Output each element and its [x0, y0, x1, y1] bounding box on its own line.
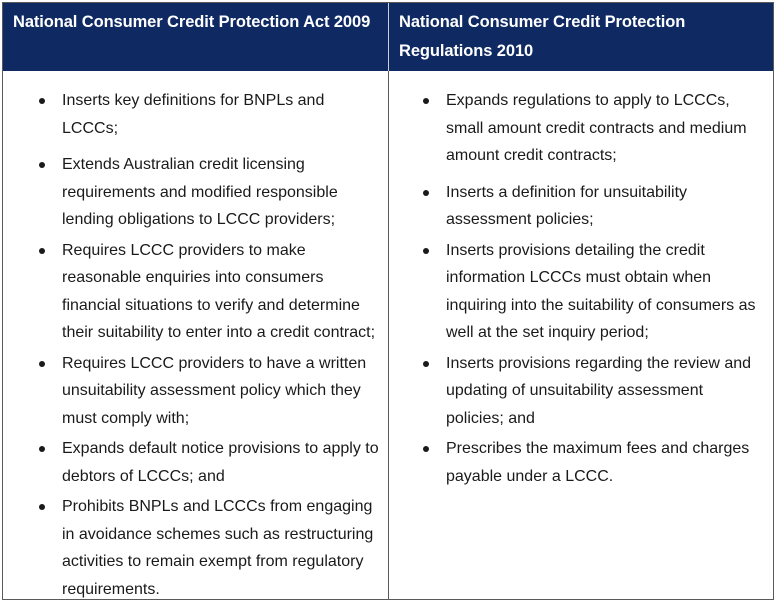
bullet-icon	[423, 446, 429, 452]
list-item	[389, 435, 773, 490]
list-item-text: Requires LCCC providers to make reasonable enquiries into consumers financial situations to verify and determine their suitability to enter into a credit contract;	[62, 241, 376, 341]
list-item-text: Inserts key definitions for BNPLs and LCCCs;	[62, 92, 325, 137]
list-item	[3, 151, 388, 234]
bullet-icon	[39, 446, 45, 452]
list-item-text: Requires LCCC providers to have a written unsuitability assessment policy which they must comply with;	[62, 354, 367, 427]
bullet-icon	[39, 361, 45, 367]
list-item	[3, 350, 388, 433]
list-item	[3, 493, 388, 603]
table-header-row	[3, 3, 773, 71]
regulations-bullet-list	[389, 87, 773, 490]
list-item-text: Inserts a definition for unsuitability assessment policies;	[446, 183, 688, 228]
list-item-text: Prohibits BNPLs and LCCCs from engaging in avoidance schemes such as restructuring activities to remain exempt from regulatory requirements.	[62, 498, 374, 598]
act-column-header: National Consumer Credit Protection Act 2009	[3, 3, 389, 71]
list-item	[3, 435, 388, 490]
list-item-text: Prescribes the maximum fees and charges payable under a LCCC.	[446, 440, 750, 485]
regulations-column-header: National Consumer Credit Protection Regulations 2010	[399, 13, 686, 60]
list-item	[389, 237, 773, 347]
list-item	[3, 237, 388, 347]
act-column-cell	[3, 71, 389, 599]
list-item-text: Expands regulations to apply to LCCCs, small amount credit contracts and medium amount credit contracts;	[446, 92, 747, 164]
list-item	[389, 179, 773, 234]
regulations-column-cell	[389, 71, 773, 599]
act-bullet-list	[3, 87, 388, 603]
list-item-text: Extends Australian credit licensing requirements and modified responsible lending obligations to LCCC providers;	[62, 156, 338, 228]
bullet-icon	[39, 504, 45, 510]
bullet-icon	[39, 98, 45, 104]
list-item	[389, 87, 773, 170]
bullet-icon	[423, 190, 429, 196]
bullet-icon	[423, 361, 429, 367]
list-item-text: Expands default notice provisions to apply to debtors of LCCCs; and	[62, 440, 379, 485]
bullet-icon	[39, 248, 45, 254]
bullet-icon	[423, 248, 429, 254]
bullet-icon	[39, 162, 45, 168]
list-item-text: Inserts provisions regarding the review and updating of unsuitability assessment policies; and	[446, 354, 752, 427]
list-item	[3, 87, 388, 142]
bullet-icon	[423, 98, 429, 104]
table-body-row	[3, 71, 773, 599]
list-item	[389, 350, 773, 433]
comparison-table	[2, 2, 774, 600]
list-item-text: Inserts provisions detailing the credit information LCCCs must obtain when inquiring into the suitability of consumers as well at the set inquiry period;	[446, 241, 756, 341]
